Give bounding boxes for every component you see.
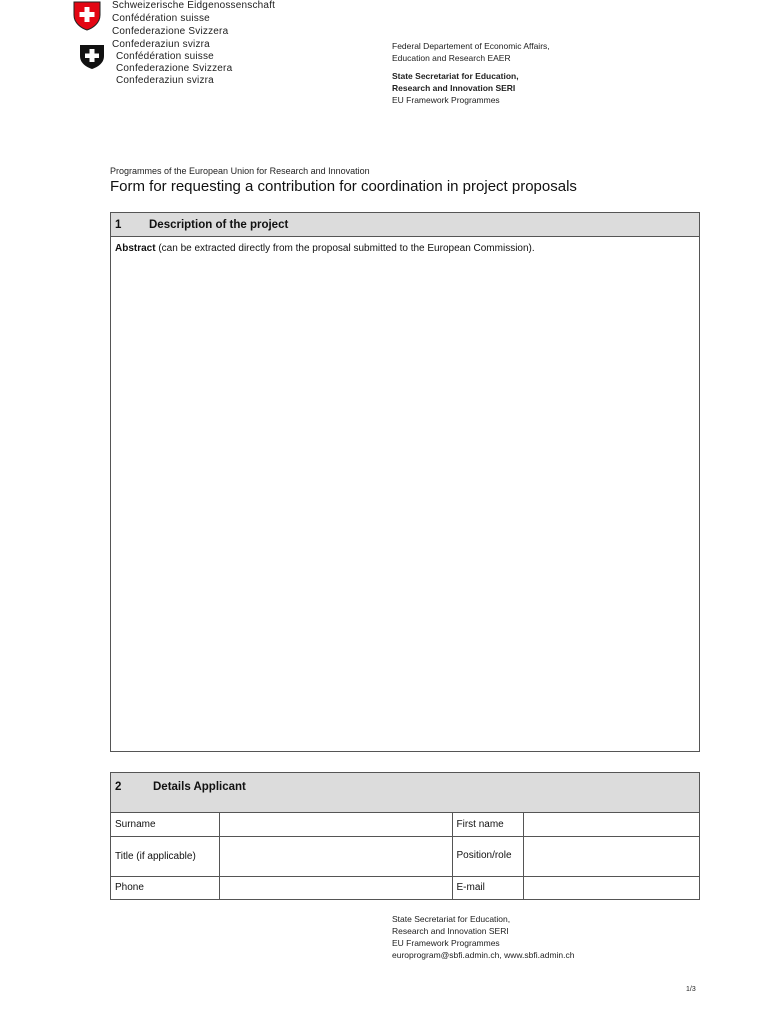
phone-label: Phone <box>111 876 219 899</box>
logo-line-4: Confederaziun svizra <box>112 39 210 50</box>
section-1-header <box>111 213 699 237</box>
abstract-note: (can be extracted directly from the proposal submitted to the European Commission). <box>155 243 535 254</box>
footer-address <box>392 913 574 961</box>
programmes-subtitle: Programmes of the European Union for Research and Innovation <box>110 166 370 176</box>
table-row <box>111 876 699 899</box>
logo-line-7: Confederaziun svizra <box>116 75 214 86</box>
logo-line-3: Confederazione Svizzera <box>112 26 229 37</box>
phone-input[interactable] <box>219 876 452 899</box>
abstract-field[interactable] <box>111 237 699 260</box>
swiss-shield-bw-icon <box>79 44 105 70</box>
email-input[interactable] <box>523 876 699 899</box>
email-label: E-mail <box>452 876 523 899</box>
table-row <box>111 813 699 836</box>
logo-line-2: Confédération suisse <box>112 13 210 24</box>
title-input[interactable] <box>219 836 452 876</box>
surname-label: Surname <box>111 813 219 836</box>
swiss-shield-icon <box>73 1 101 31</box>
position-role-label: Position/role <box>452 836 523 876</box>
footer-line-3: EU Framework Programmes <box>392 938 500 948</box>
secretariat-line-2: Research and Innovation SERI <box>392 83 516 93</box>
section-2-title: Details Applicant <box>153 781 246 793</box>
first-name-label: First name <box>452 813 523 836</box>
footer-line-2: Research and Innovation SERI <box>392 926 509 936</box>
section-2-number: 2 <box>115 781 122 793</box>
secretariat-line-1: State Secretariat for Education, <box>392 71 519 81</box>
first-name-input[interactable] <box>523 813 699 836</box>
logo-line-5: Confédération suisse <box>116 51 214 62</box>
applicant-details-table <box>111 813 699 899</box>
department-line-2: Education and Research EAER <box>392 53 511 63</box>
section-2-header <box>111 773 699 813</box>
position-role-input[interactable] <box>523 836 699 876</box>
unit-name: EU Framework Programmes <box>392 95 500 105</box>
logo-line-1: Schweizerische Eidgenossenschaft <box>112 0 276 11</box>
secretariat-name <box>392 70 519 106</box>
page-title: Form for requesting a contribution for coordination in project proposals <box>110 178 577 195</box>
surname-input[interactable] <box>219 813 452 836</box>
section-1-number: 1 <box>115 218 122 231</box>
section-1-title: Description of the project <box>149 218 289 231</box>
department-line-1: Federal Departement of Economic Affairs, <box>392 41 550 51</box>
page-number: 1/3 <box>686 986 696 993</box>
applicant-details-section <box>110 772 700 900</box>
table-row <box>111 836 699 876</box>
footer-line-1: State Secretariat for Education, <box>392 914 511 924</box>
footer-contact[interactable]: europrogram@sbfi.admin.ch, www.sbfi.admin.ch <box>392 950 575 960</box>
title-label: Title (if applicable) <box>111 836 219 876</box>
logo-line-6: Confederazione Svizzera <box>116 63 233 74</box>
project-description-section <box>110 212 700 752</box>
abstract-label: Abstract <box>115 243 156 254</box>
department-name <box>392 40 550 64</box>
